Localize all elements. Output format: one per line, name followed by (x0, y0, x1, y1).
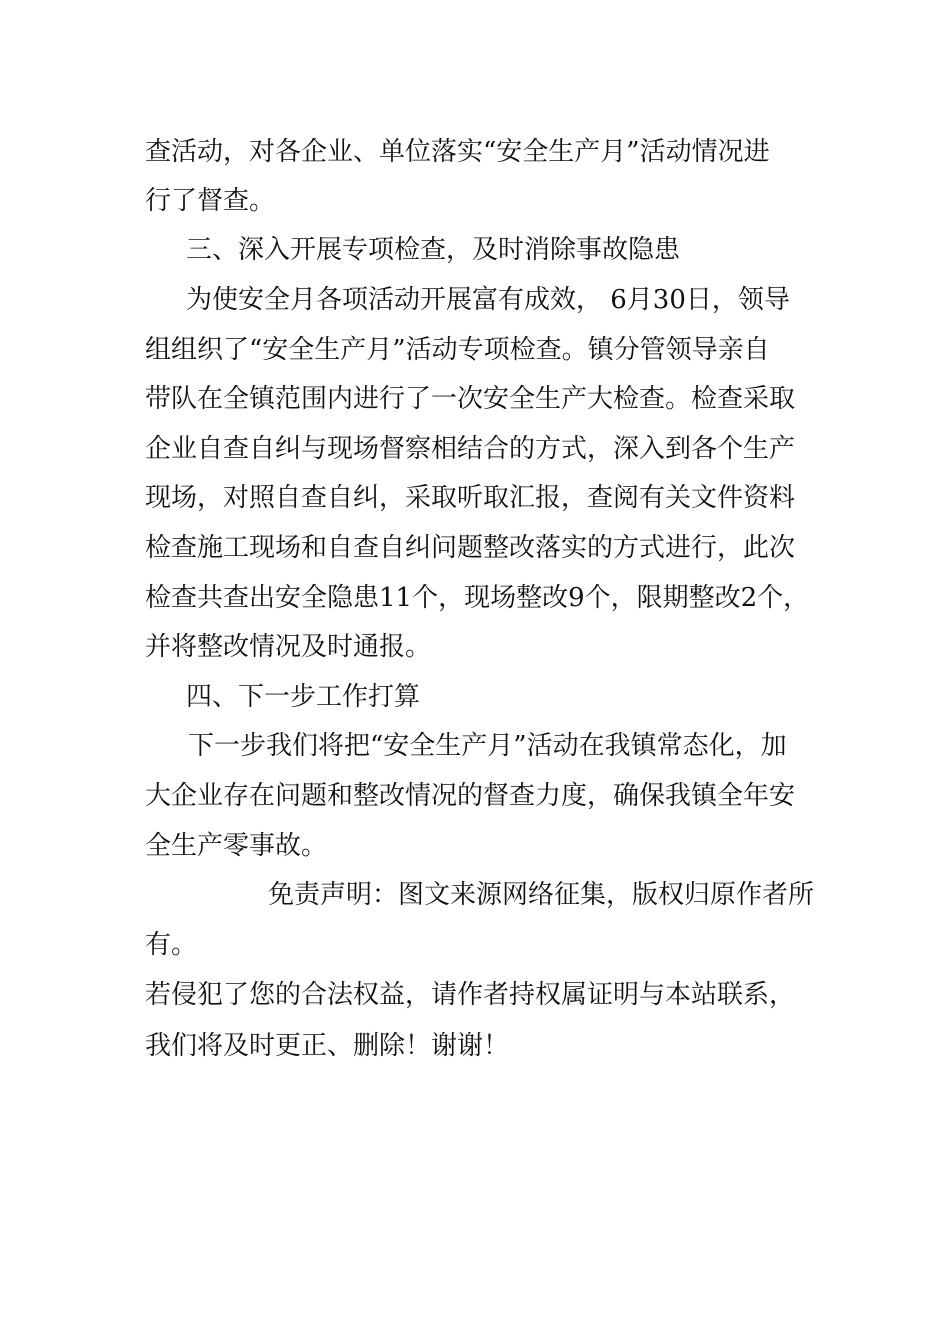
paragraph-line: 检查共查出安全隐患11个，现场整改9个，限期整改2个， (145, 583, 810, 613)
paragraph-line: 并将整改情况及时通报。 (145, 632, 432, 662)
paragraph-line: 行了督查。 (145, 186, 276, 216)
paragraph-line: 大企业存在问题和整改情况的督查力度，确保我镇全年安 (145, 781, 796, 811)
disclaimer-line: 我们将及时更正、删除！谢谢！ (145, 1031, 510, 1061)
disclaimer-line: 有。 (145, 930, 198, 960)
paragraph-line: 检查施工现场和自查自纠问题整改落实的方式进行，此次 (145, 533, 796, 563)
disclaimer-line: 若侵犯了您的合法权益，请作者持权属证明与本站联系， (145, 980, 796, 1010)
paragraph-line: 带队在全镇范围内进行了一次安全生产大检查。检查采取 (145, 384, 796, 414)
paragraph-line: 全生产零事故。 (145, 831, 328, 861)
section-heading: 四、下一步工作打算 (186, 682, 421, 712)
paragraph-line: 查活动，对各企业、单位落实“安全生产月”活动情况进 (145, 137, 770, 167)
paragraph-line: 为使安全月各项活动开展富有成效， 6月30日，领导 (186, 285, 790, 315)
disclaimer-line: 免责声明：图文来源网络征集，版权归原作者所 (268, 880, 815, 910)
paragraph-line: 企业自查自纠与现场督察相结合的方式，深入到各个生产 (145, 434, 796, 464)
paragraph-line: 组组织了“安全生产月”活动专项检查。镇分管领导亲自 (145, 335, 770, 365)
paragraph-line: 现场，对照自查自纠，采取听取汇报，查阅有关文件资料 (145, 483, 796, 513)
section-heading: 三、深入开展专项检查，及时消除事故隐患 (186, 235, 681, 265)
paragraph-line: 下一步我们将把“安全生产月”活动在我镇常态化，加 (188, 731, 787, 761)
